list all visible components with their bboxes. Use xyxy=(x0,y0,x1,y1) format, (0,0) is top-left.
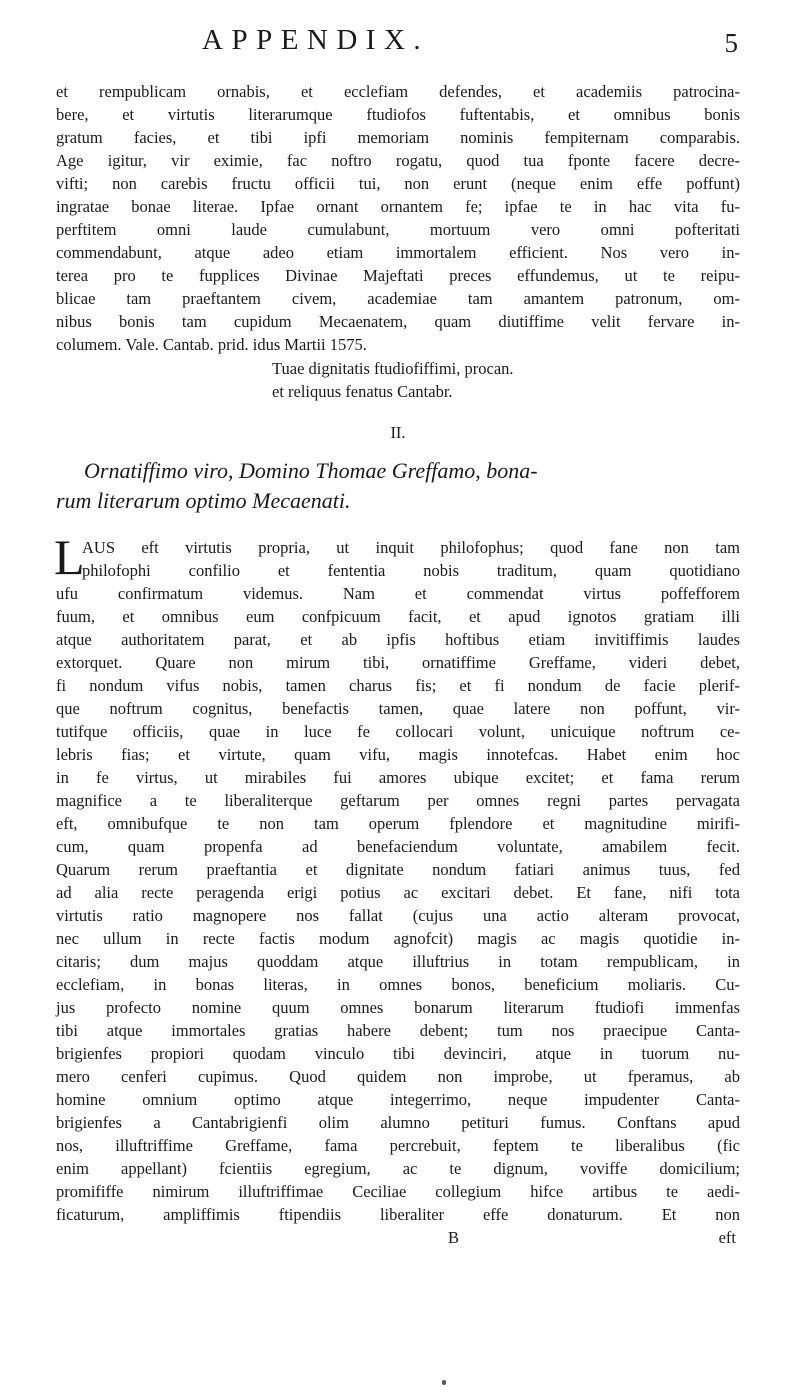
text-line: Quarum rerum praeftantia et dignitate nondum fatiari animus tuus, fed xyxy=(56,860,740,879)
text-line: mero cenferi cupimus. Quod quidem non improbe, ut fperamus, ab xyxy=(56,1067,740,1086)
catchword: eft xyxy=(718,1228,736,1247)
text-line: gratum facies, et tibi ipfi memoriam nominis fempiternam comparabis. xyxy=(56,128,740,147)
book-page xyxy=(56,0,740,1400)
text-line: tutifque officiis, quae in luce fe collocari volunt, unicuique noftrum ce- xyxy=(56,722,740,741)
text-line: extorquet. Quare non mirum tibi, ornatiffime Greffame, videri debet, xyxy=(56,653,740,672)
letter-number: II. xyxy=(390,423,406,442)
text-line: cum, quam propenfa ad benefaciendum voluntate, amabilem fecit. xyxy=(56,837,740,856)
text-line: atque authoritatem parat, et ab ipfis hoftibus etiam invitiffimis laudes xyxy=(56,630,740,649)
text-line: perftitem omni laude cumulabunt, mortuum vero omni pofteritati xyxy=(56,220,740,239)
text-line: brigienfes a Cantabrigienfi olim alumno petituri fumus. Conftans apud xyxy=(56,1113,740,1132)
text-line: in fe virtus, ut mirabiles fui amores ubique excitet; et fama rerum xyxy=(56,768,740,787)
address-line: Ornatiffimo viro, Domino Thomae Greffamo, bona- xyxy=(84,458,538,483)
signature-line: et reliquus fenatus Cantabr. xyxy=(272,382,453,401)
text-line: tibi atque immortales gratias habere debent; tum nos praecipue Canta- xyxy=(56,1021,740,1040)
text-line: nibus bonis tam cupidum Mecaenatem, quam diutiffime velit fervare in- xyxy=(56,312,740,331)
text-line: ficaturum, ampliffimis ftipendiis liberaliter effe donaturum. Et non xyxy=(56,1205,740,1224)
signature-line: Tuae dignitatis ftudiofiffimi, procan. xyxy=(272,359,514,378)
text-line: philofophi confilio et fententia nobis traditum, quam quotidiano xyxy=(82,561,740,580)
text-line: virtutis ratio magnopere nos fallat (cujus una actio alteram provocat, xyxy=(56,906,740,925)
text-line: fuum, et omnibus eum confpicuum facit, et apud ignotos gratiam illi xyxy=(56,607,740,626)
drop-cap: L xyxy=(54,529,85,585)
text-line: ad alia recte peragenda erigi potius ac excitari debet. Et fane, nifi tota xyxy=(56,883,740,902)
text-line: eft, omnibufque te non tam operum fplendore et magnitudine mirifi- xyxy=(56,814,740,833)
text-line: terea pro te fupplices Divinae Majeftati preces effundemus, ut te reipu- xyxy=(56,266,740,285)
text-line: nec ullum in recte factis modum agnofcit) magis ac magis quotidie in- xyxy=(56,929,740,948)
page-footer xyxy=(56,1227,740,1249)
text-line: brigienfes propiori quodam vinculo tibi devinciri, atque in tuorum nu- xyxy=(56,1044,740,1063)
text-line: et rempublicam ornabis, et ecclefiam defendes, et academiis patrocina- xyxy=(56,82,740,101)
text-line: ecclefiam, in bonas literas, in omnes bonos, beneficium moliaris. Cu- xyxy=(56,975,740,994)
text-line: enim appellant) fcientiis egregium, ac te dignum, voviffe domicilium; xyxy=(56,1159,740,1178)
text-line: promififfe nimirum illuftriffimae Ceciliae collegium hifce artibus te aedi- xyxy=(56,1182,740,1201)
text-line: columem. Vale. Cantab. prid. idus Martii 1575. xyxy=(56,335,367,354)
text-line: que noftrum cognitus, benefactis tamen, quae latere non poffunt, vir- xyxy=(56,699,740,718)
text-line: bere, et virtutis literarumque ftudiofos fuftentabis, et omnibus bonis xyxy=(56,105,740,124)
text-line: blicae tam praeftantem civem, academiae tam amantem patronum, om- xyxy=(56,289,740,308)
ink-speck xyxy=(442,1380,446,1385)
text-line: homine omnium optimo atque integerrimo, neque impudenter Canta- xyxy=(56,1090,740,1109)
text-line: nos, illuftriffime Greffame, fama percrebuit, feptem te liberalibus (fic xyxy=(56,1136,740,1155)
text-line: AUS eft virtutis propria, ut inquit philofophus; quod fane non tam xyxy=(82,538,740,557)
text-line: Age igitur, vir eximie, fac noftro rogatu, quod tua fponte facere decre- xyxy=(56,151,740,170)
running-head xyxy=(56,20,740,60)
text-line: magnifice a te liberaliterque geftarum per omnes regni partes pervagata xyxy=(56,791,740,810)
signature-mark: B xyxy=(448,1228,460,1247)
text-line: lebris fias; et virtute, quam vifu, magis innotefcas. Habet enim hoc xyxy=(56,745,740,764)
running-title: APPENDIX. xyxy=(202,24,430,56)
text-line: ufu confirmatum videmus. Nam et commendat virtus poffefforem xyxy=(56,584,740,603)
address-line: rum literarum optimo Mecaenati. xyxy=(56,488,351,513)
page-number: 5 xyxy=(724,28,738,58)
text-line: ingratae bonae literae. Ipfae ornant ornantem fe; ipfae te in hac vita fu- xyxy=(56,197,740,216)
text-line: vifti; non carebis fructu officii tui, non erunt (neque enim effe poffunt) xyxy=(56,174,740,193)
text-line: fi nondum vifus nobis, tamen charus fis; et fi nondum de facie plerif- xyxy=(56,676,740,695)
text-line: commendabunt, atque adeo etiam immortalem efficient. Nos vero in- xyxy=(56,243,740,262)
text-line: jus profecto nomine quum omnes bonarum literarum ftudiofi immenfas xyxy=(56,998,740,1017)
text-line: citaris; dum majus quoddam atque illuftrius in totam rempublicam, in xyxy=(56,952,740,971)
